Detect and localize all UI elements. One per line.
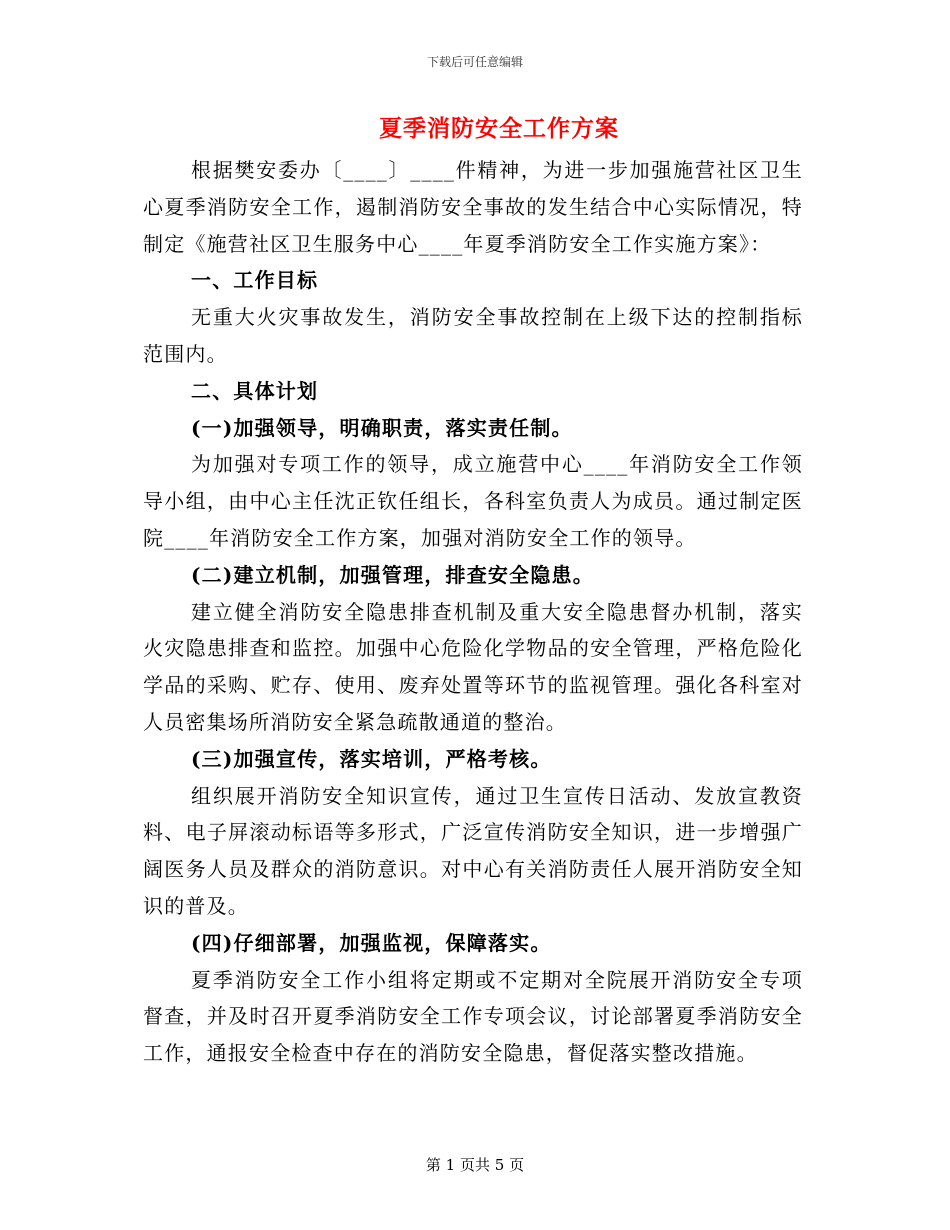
mechanism-paragraph: 建立健全消防安全隐患排查机制及重大安全隐患督办机制，落实火灾隐患排查和监控。加强中心危险化学物品的安全管理，严格危险化学品的采购、贮存、使用、废弃处置等环节的监视管理。强化各科室对人员密集场所消防安全紧急疏散通道的整治。 — [143, 599, 803, 734]
intro-paragraph: 根据樊安委办〔____〕____件精神，为进一步加强施营社区卫生心夏季消防安全工作，遏制消防安全事故的发生结合中心实际情况，特制定《施营社区卫生服务中心____年夏季消防安全工作实施方案》： — [143, 158, 803, 256]
document-body — [143, 152, 803, 1072]
subsection-heading-mechanism: (二)建立机制，加强管理，排查安全隐患。 — [191, 562, 594, 587]
leadership-paragraph: 为加强对专项工作的领导，成立施营中心____年消防安全工作领导小组，由中心主任沈正钦任组长，各科室负责人为成员。通过制定医院____年消防安全工作方案，加强对消防安全工作的领导。 — [143, 452, 803, 550]
page-number-footer: 第 1 页共 5 页 — [425, 1156, 525, 1174]
section-heading-plan: 二、具体计划 — [191, 378, 319, 403]
subsection-heading-publicity: (三)加强宣传，落实培训，严格考核。 — [191, 746, 552, 771]
goals-paragraph: 无重大火灾事故发生，消防安全事故控制在上级下达的控制指标范围内。 — [143, 305, 803, 366]
document-title: 夏季消防安全工作方案 — [379, 115, 619, 142]
subsection-heading-leadership: (一)加强领导，明确职责，落实责任制。 — [191, 415, 573, 440]
subsection-heading-supervision: (四)仔细部署，加强监视，保障落实。 — [191, 930, 552, 955]
header-note: 下载后可任意编辑 — [426, 55, 523, 69]
section-heading-goals: 一、工作目标 — [191, 268, 319, 293]
publicity-paragraph: 组织展开消防安全知识宣传，通过卫生宣传日活动、发放宣教资料、电子屏滚动标语等多形式，广泛宣传消防安全知识，进一步增强广阔医务人员及群众的消防意识。对中心有关消防责任人展开消防安全知识的普及。 — [143, 783, 803, 918]
supervision-paragraph: 夏季消防安全工作小组将定期或不定期对全院展开消防安全专项督查，并及时召开夏季消防安全工作专项会议，讨论部署夏季消防安全工作，通报安全检查中存在的消防安全隐患，督促落实整改措施。 — [143, 967, 803, 1066]
